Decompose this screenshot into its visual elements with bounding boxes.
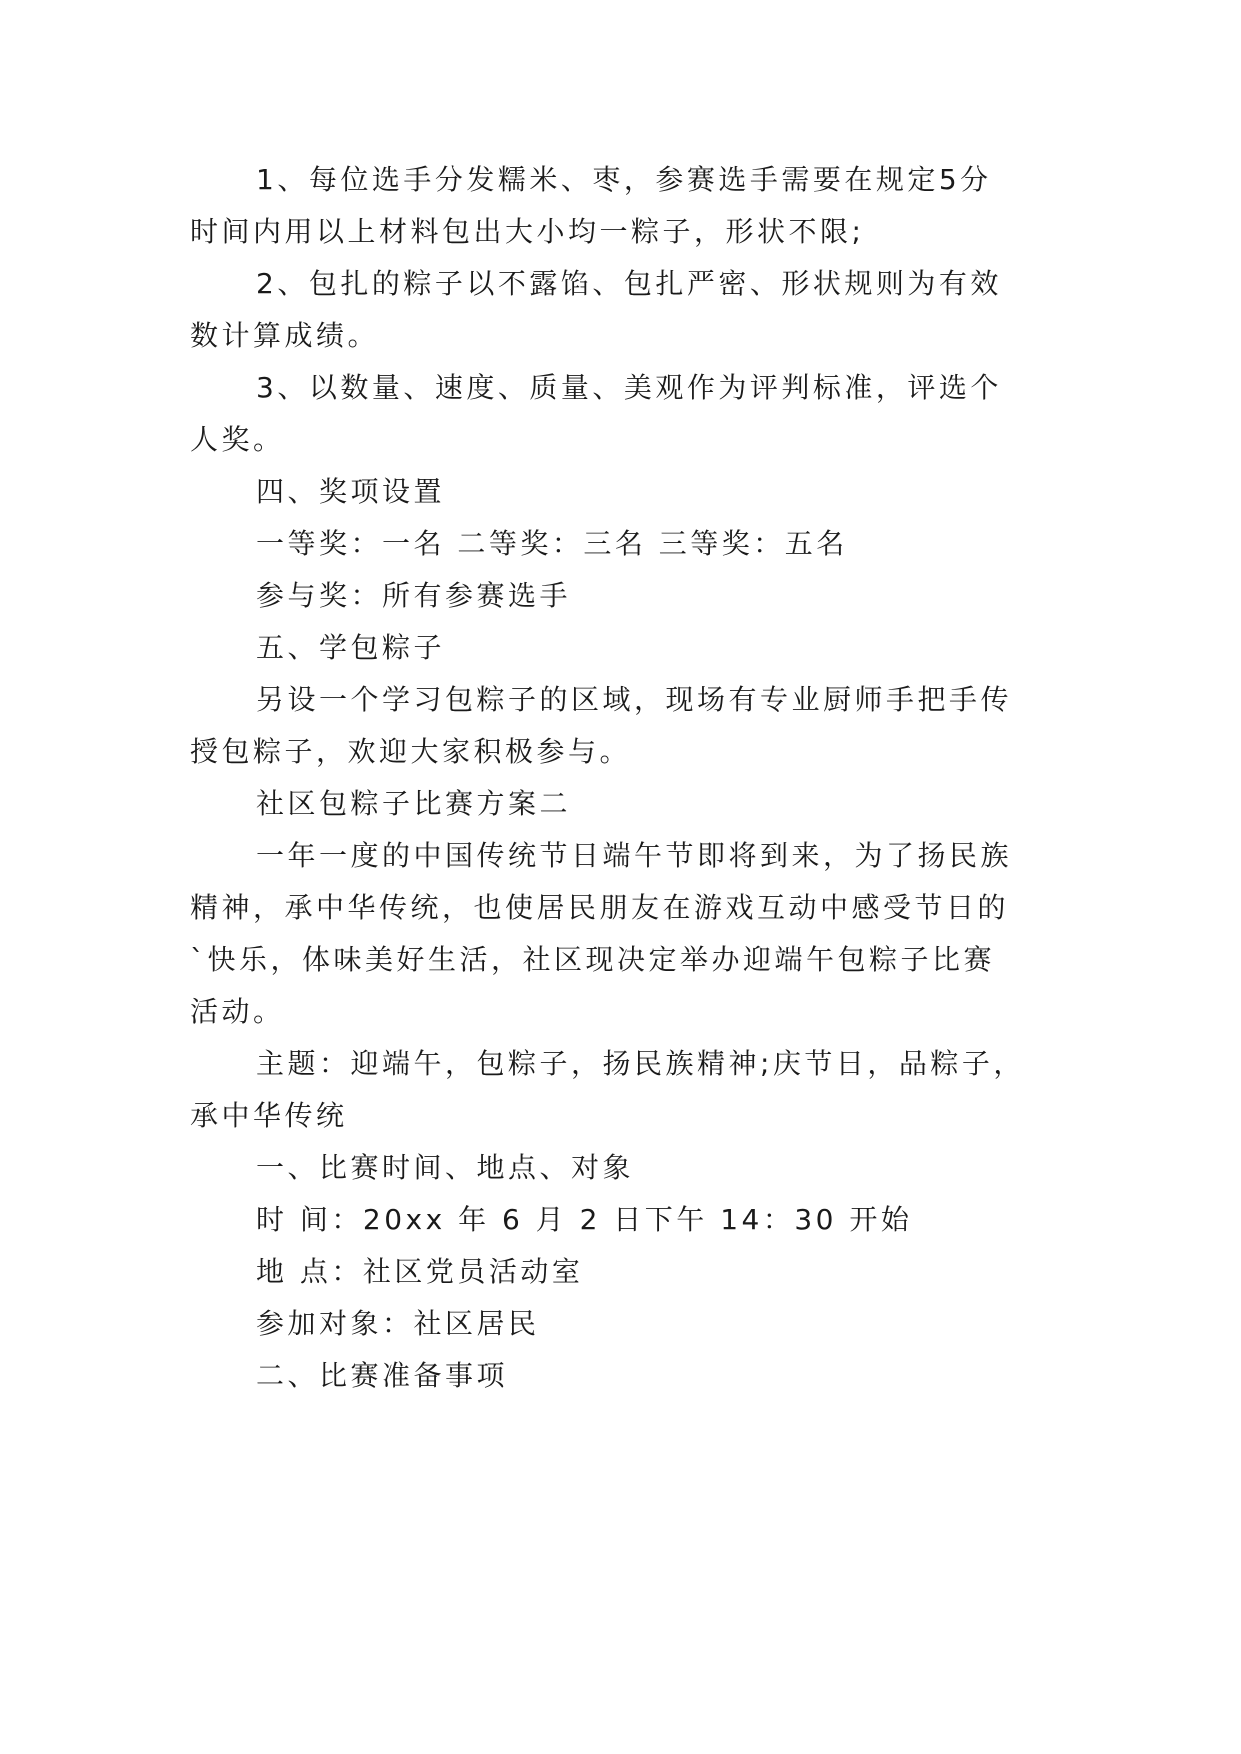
award-tiers: 一等奖：一名 二等奖：三名 三等奖：五名	[256, 527, 848, 560]
learn-paragraph-line-1: 另设一个学习包粽子的区域，现场有专业厨师手把手传	[256, 683, 1013, 716]
rule-2-line-2: 数计算成绩。	[190, 319, 380, 352]
rule-3-line-2: 人奖。	[190, 423, 285, 456]
event-location: 地 点：社区党员活动室	[256, 1255, 584, 1288]
theme-line-1: 主题：迎端午，包粽子，扬民族精神;庆节日，品粽子，	[256, 1047, 1025, 1080]
event-time: 时 间：20xx 年 6 月 2 日下午 14：30 开始	[256, 1203, 913, 1236]
rule-3-line-1: 3、以数量、速度、质量、美观作为评判标准，评选个	[256, 371, 1002, 404]
participation-award: 参与奖：所有参赛选手	[256, 579, 572, 612]
section-heading-learn: 五、学包粽子	[256, 631, 446, 664]
intro-paragraph-line-4: 活动。	[190, 995, 285, 1028]
learn-paragraph-line-2: 授包粽子，欢迎大家积极参与。	[190, 735, 632, 768]
section-heading-awards: 四、奖项设置	[256, 475, 446, 508]
plan-two-title: 社区包粽子比赛方案二	[256, 787, 572, 820]
intro-paragraph-line-2: 精神，承中华传统，也使居民朋友在游戏互动中感受节日的	[190, 891, 1010, 924]
rule-2-line-1: 2、包扎的粽子以不露馅、包扎严密、形状规则为有效	[256, 267, 1002, 300]
theme-line-2: 承中华传统	[190, 1099, 348, 1132]
section-heading-preparation: 二、比赛准备事项	[256, 1359, 509, 1392]
section-heading-time-place: 一、比赛时间、地点、对象	[256, 1151, 635, 1184]
intro-paragraph-line-3: `快乐，体味美好生活，社区现决定举办迎端午包粽子比赛	[190, 943, 996, 976]
rule-1-line-1: 1、每位选手分发糯米、枣，参赛选手需要在规定5分	[256, 163, 992, 196]
intro-paragraph-line-1: 一年一度的中国传统节日端午节即将到来，为了扬民族	[256, 839, 1013, 872]
rule-1-line-2: 时间内用以上材料包出大小均一粽子，形状不限;	[190, 215, 865, 248]
event-participants: 参加对象：社区居民	[256, 1307, 540, 1340]
